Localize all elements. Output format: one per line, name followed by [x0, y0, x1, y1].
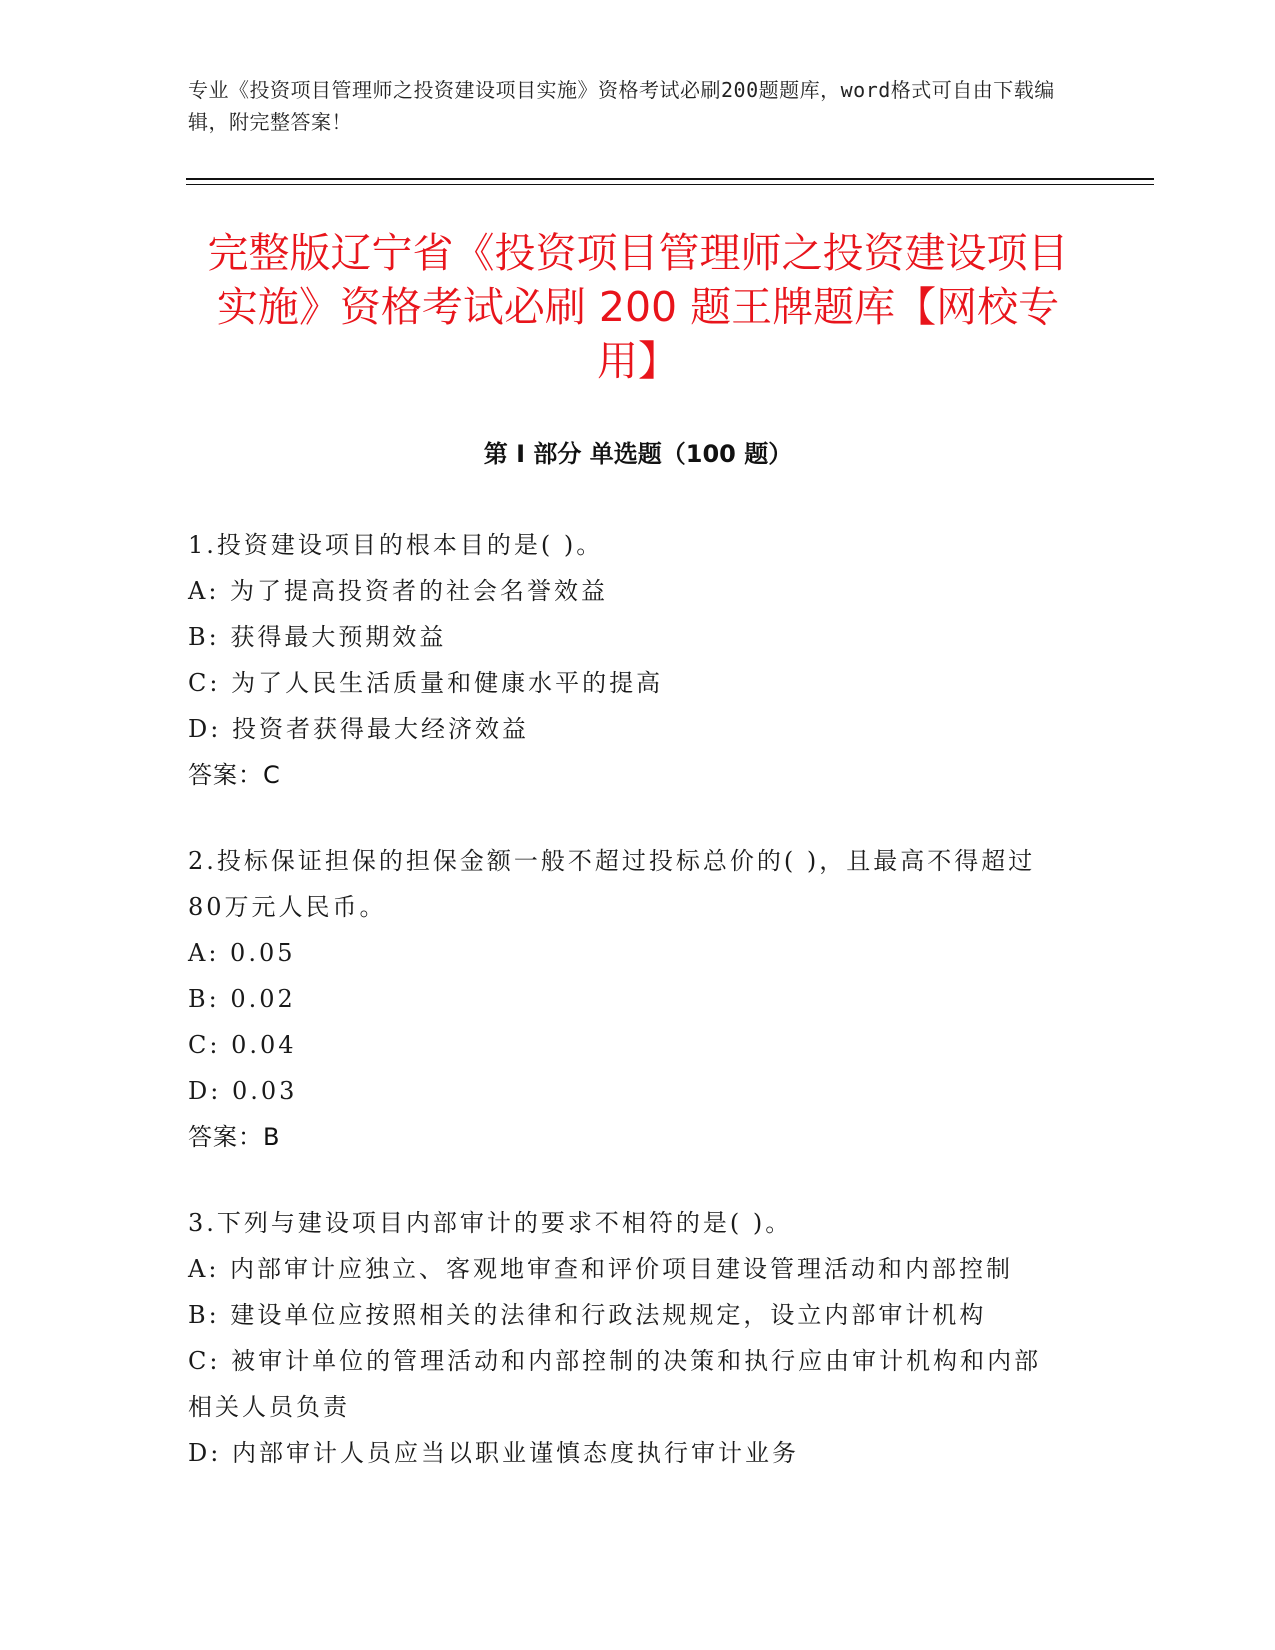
option-d: D: 0.03 — [188, 1077, 298, 1105]
header-rule-thin — [186, 184, 1154, 185]
option-c: C: 为了人民生活质量和健康水平的提高 — [188, 669, 664, 697]
option-d: D: 内部审计人员应当以职业谨慎态度执行审计业务 — [188, 1439, 799, 1467]
answer-label: 答案：B — [188, 1123, 281, 1151]
section-title: 第 I 部分 单选题（100 题） — [483, 440, 793, 468]
question-stem: 3.下列与建设项目内部审计的要求不相符的是( )。 — [188, 1209, 793, 1237]
option-a: A: 内部审计应独立、客观地审查和评价项目建设管理活动和内部控制 — [188, 1255, 1014, 1283]
question-2 — [188, 838, 1068, 1160]
question-stem: 2.投标保证担保的担保金额一般不超过投标总价的( )，且最高不得超过80万元人民币。 — [188, 847, 1036, 921]
header-note: 专业《投资项目管理师之投资建设项目实施》资格考试必刷200题题库，word格式可自由下载编辑，附完整答案！ — [188, 78, 1055, 134]
option-b: B: 建设单位应按照相关的法律和行政法规规定，设立内部审计机构 — [188, 1301, 987, 1329]
option-a: A: 为了提高投资者的社会名誉效益 — [188, 577, 609, 605]
option-a: A: 0.05 — [188, 939, 296, 967]
question-1 — [188, 522, 1068, 798]
option-b: B: 0.02 — [188, 985, 296, 1013]
question-stem: 1.投资建设项目的根本目的是( )。 — [188, 531, 604, 559]
question-list — [188, 522, 1068, 1516]
option-d: D: 投资者获得最大经济效益 — [188, 715, 529, 743]
option-b: B: 获得最大预期效益 — [188, 623, 447, 651]
option-c: C: 0.04 — [188, 1031, 297, 1059]
answer-label: 答案：C — [188, 761, 281, 789]
option-c: C: 被审计单位的管理活动和内部控制的决策和执行应由审计机构和内部相关人员负责 — [188, 1347, 1042, 1421]
question-3 — [188, 1200, 1068, 1476]
document-title: 完整版辽宁省《投资项目管理师之投资建设项目实施》资格考试必刷 200 题王牌题库【网校专用】 — [207, 229, 1069, 385]
header-rule-thick — [186, 178, 1154, 180]
